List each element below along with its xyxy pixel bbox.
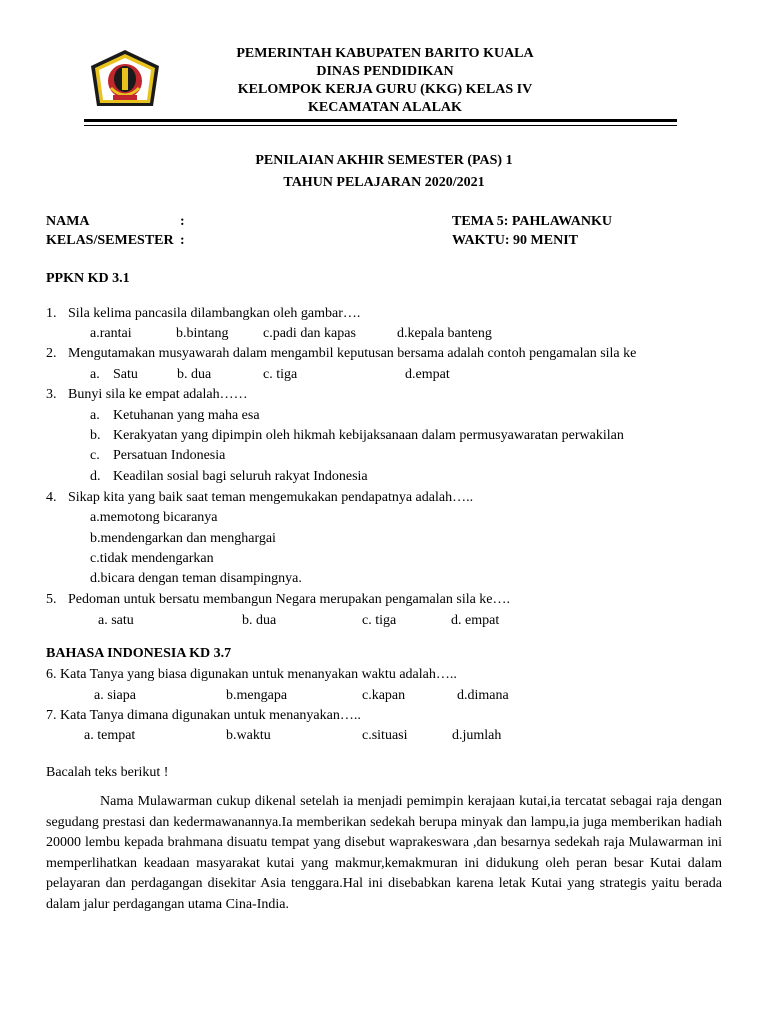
reading-instruction: Bacalah teks berikut ! xyxy=(46,765,169,780)
q6-option-d: d.dimana xyxy=(457,688,509,703)
waktu-label: WAKTU: 90 MENIT xyxy=(452,233,579,248)
q2-option-b: b. dua xyxy=(177,367,212,382)
header-rule-thick xyxy=(84,119,677,122)
q6-option-c: c.kapan xyxy=(362,688,406,703)
q1-number: 1. xyxy=(46,306,57,321)
nama-label: NAMA xyxy=(46,214,90,229)
q3-option-d: Keadilan sosial bagi seluruh rakyat Indonesia xyxy=(113,469,368,484)
regency-logo xyxy=(89,48,161,114)
q1-text: Sila kelima pancasila dilambangkan oleh gambar…. xyxy=(68,306,361,321)
q4-number: 4. xyxy=(46,490,57,505)
q3-option-d-letter: d. xyxy=(90,469,101,484)
q1-option-a: a.rantai xyxy=(90,326,132,341)
q7-option-d: d.jumlah xyxy=(452,728,502,743)
q7-text: 7. Kata Tanya dimana digunakan untuk menanyakan….. xyxy=(46,708,361,723)
q7-option-c: c.situasi xyxy=(362,728,408,743)
header-rule-thin xyxy=(84,125,677,126)
q6-text: 6. Kata Tanya yang biasa digunakan untuk menanyakan waktu adalah….. xyxy=(46,667,457,682)
nama-colon: : xyxy=(180,214,185,229)
q5-text: Pedoman untuk bersatu membangun Negara merupakan pengamalan sila ke…. xyxy=(68,592,511,607)
q4-text: Sikap kita yang baik saat teman mengemukakan pendapatnya adalah….. xyxy=(68,490,474,505)
q2-option-a: Satu xyxy=(113,367,138,382)
header-line-1: PEMERINTAH KABUPATEN BARITO KUALA xyxy=(236,46,534,61)
kelas-colon: : xyxy=(180,233,185,248)
header-line-4: KECAMATAN ALALAK xyxy=(308,100,462,115)
q2-option-c: c. tiga xyxy=(263,367,298,382)
q3-number: 3. xyxy=(46,387,57,402)
q5-option-c: c. tiga xyxy=(362,613,397,628)
q3-option-a-letter: a. xyxy=(90,408,100,423)
q1-option-b: b.bintang xyxy=(176,326,229,341)
header-line-3: KELOMPOK KERJA GURU (KKG) KELAS IV xyxy=(237,82,533,97)
q4-option-a: a.memotong bicaranya xyxy=(90,510,218,525)
q4-option-d: d.bicara dengan teman disampingnya. xyxy=(90,571,302,586)
q7-option-a: a. tempat xyxy=(84,728,136,743)
q1-option-d: d.kepala banteng xyxy=(397,326,492,341)
section-ppkn-title: PPKN KD 3.1 xyxy=(46,271,130,286)
section-bahasa-title: BAHASA INDONESIA KD 3.7 xyxy=(46,646,232,661)
q3-option-b-letter: b. xyxy=(90,428,101,443)
q4-option-c: c.tidak mendengarkan xyxy=(90,551,214,566)
q2-option-d: d.empat xyxy=(405,367,450,382)
header-line-2: DINAS PENDIDIKAN xyxy=(316,64,454,79)
q3-option-a: Ketuhanan yang maha esa xyxy=(113,408,260,423)
reading-passage xyxy=(46,792,722,915)
q2-number: 2. xyxy=(46,346,57,361)
tema-label: TEMA 5: PAHLAWANKU xyxy=(452,214,612,229)
reading-passage-text: Nama Mulawarman cukup dikenal setelah ia menjadi pemimpin kerajaan kutai,ia tercatat sebagai raja dengan segudang prestasi dan kedermawanannya.Ia memberikan sedekah berupa minyak dan lampu,ia juga memberikan hadiah 20000 lembu kepada brahmana disuatu tempat yang disebut waprakeswara ,dan besarnya sedekah raja Mulawarman ini memperlihatkan keadaan masyarakat kutai yang makmur,kemakmuran ini didukung oleh peran besar Kutai dalam pelayaran dan perdagangan disekitar Asia tenggara.Hal ini disebabkan karena letak Kutai yang strategis yaitu berada dalam jalur perdagangan utama Cina-India. xyxy=(46,794,722,912)
q6-option-b: b.mengapa xyxy=(226,688,288,703)
q2-option-a-letter: a. xyxy=(90,367,100,382)
exam-title: PENILAIAN AKHIR SEMESTER (PAS) 1 xyxy=(255,153,513,168)
q4-option-b: b.mendengarkan dan menghargai xyxy=(90,531,276,546)
q7-option-b: b.waktu xyxy=(226,728,271,743)
kelas-label: KELAS/SEMESTER xyxy=(46,233,174,248)
q5-option-b: b. dua xyxy=(242,613,277,628)
q6-option-a: a. siapa xyxy=(94,688,136,703)
q5-number: 5. xyxy=(46,592,57,607)
q3-option-c: Persatuan Indonesia xyxy=(113,448,226,463)
q3-option-b: Kerakyatan yang dipimpin oleh hikmah kebijaksanaan dalam permusyawaratan perwakilan xyxy=(113,428,624,443)
q5-option-d: d. empat xyxy=(451,613,500,628)
q3-text: Bunyi sila ke empat adalah…… xyxy=(68,387,248,402)
q5-option-a: a. satu xyxy=(98,613,134,628)
q3-option-c-letter: c. xyxy=(90,448,100,463)
exam-year: TAHUN PELAJARAN 2020/2021 xyxy=(283,175,485,190)
q1-option-c: c.padi dan kapas xyxy=(263,326,356,341)
q2-text: Mengutamakan musyawarah dalam mengambil keputusan bersama adalah contoh pengamalan sila ke xyxy=(68,346,637,361)
